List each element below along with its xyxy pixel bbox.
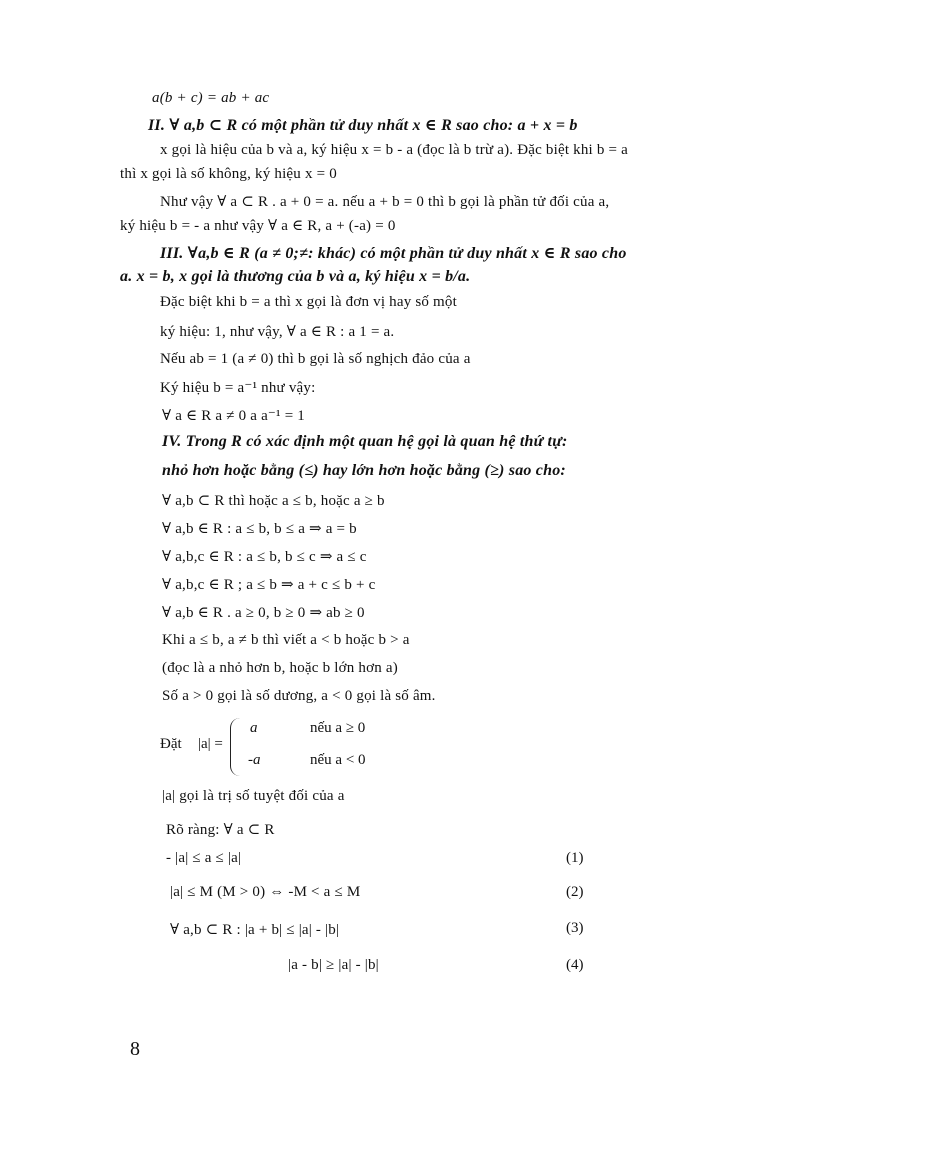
text-line: Số a > 0 gọi là số dương, a < 0 gọi là số âm. <box>162 688 436 704</box>
formula-line: ∀ a,b,c ∈ R : a ≤ b, b ≤ c ⇒ a ≤ c <box>162 549 367 565</box>
formula-line: ∀ a,b,c ∈ R ; a ≤ b ⇒ a + c ≤ b + c <box>162 577 376 593</box>
formula-line: |a - b| ≥ |a| - |b| <box>288 957 379 973</box>
text-line: (đọc là a nhỏ hơn b, hoặc b lớn hơn a) <box>162 660 398 676</box>
case-value: a <box>250 720 258 736</box>
text-line: ký hiệu b = - a như vậy ∀ a ∈ R, a + (-a) = 0 <box>120 218 396 234</box>
text-line: Ký hiệu b = a⁻¹ như vậy: <box>160 380 316 396</box>
formula-line: ∀ a,b ⊂ R thì hoặc a ≤ b, hoặc a ≥ b <box>162 493 385 509</box>
equation-number: (1) <box>566 850 584 866</box>
text-line: Rõ ràng: ∀ a ⊂ R <box>166 822 275 838</box>
text-line: thì x gọi là số không, ký hiệu x = 0 <box>120 166 337 182</box>
case-value: -a <box>248 752 261 768</box>
text-line: x gọi là hiệu của b và a, ký hiệu x = b - a (đọc là b trừ a). Đặc biệt khi b = a <box>160 142 628 158</box>
formula-line: ∀ a,b ∈ R : a ≤ b, b ≤ a ⇒ a = b <box>162 521 357 537</box>
axiom-iv-heading-cont: nhỏ hơn hoặc bằng (≤) hay lớn hơn hoặc bằng (≥) sao cho: <box>162 462 566 479</box>
formula-line: ∀ a,b ∈ R . a ≥ 0, b ≥ 0 ⇒ ab ≥ 0 <box>162 605 365 621</box>
case-condition: nếu a ≥ 0 <box>310 720 366 736</box>
axiom-iv-heading: IV. Trong R có xác định một quan hệ gọi là quan hệ thứ tự: <box>162 433 568 450</box>
formula-line: |a| ≤ M (M > 0) ⇔ -M < a ≤ M <box>170 884 361 900</box>
text-line: Nếu ab = 1 (a ≠ 0) thì b gọi là số nghịch đảo của a <box>160 351 471 367</box>
formula-line: ∀ a ∈ R a ≠ 0 a a⁻¹ = 1 <box>162 408 305 424</box>
formula-line: ∀ a,b ⊂ R : |a + b| ≤ |a| - |b| <box>170 922 340 938</box>
absolute-value-definition <box>160 718 460 778</box>
page-number: 8 <box>130 1038 140 1060</box>
equation-number: (4) <box>566 957 584 973</box>
formula-line: - |a| ≤ a ≤ |a| <box>166 850 242 866</box>
text-line: Như vậy ∀ a ⊂ R . a + 0 = a. nếu a + b = 0 thì b gọi là phần tử đối của a, <box>160 194 610 210</box>
distributive-law: a(b + c) = ab + ac <box>152 90 270 106</box>
brace-icon <box>230 718 243 776</box>
axiom-ii-heading: II. ∀ a,b ⊂ R có một phần tử duy nhất x ∈ R sao cho: a + x = b <box>148 117 578 134</box>
case-condition: nếu a < 0 <box>310 752 366 768</box>
equation-number: (3) <box>566 920 584 936</box>
absolute-value-symbol: |a| = <box>198 736 223 752</box>
definition-label: Đặt <box>160 736 182 752</box>
axiom-iii-heading: III. ∀a,b ∈ R (a ≠ 0;≠: khác) có một phần tử duy nhất x ∈ R sao cho <box>160 245 627 262</box>
text-line: Đặc biệt khi b = a thì x gọi là đơn vị hay số một <box>160 294 457 310</box>
text-line: |a| gọi là trị số tuyệt đối của a <box>162 788 345 804</box>
axiom-iii-heading-cont: a. x = b, x gọi là thương của b và a, ký hiệu x = b/a. <box>120 268 471 285</box>
text-line: Khi a ≤ b, a ≠ b thì viết a < b hoặc b > a <box>162 632 410 648</box>
equation-number: (2) <box>566 884 584 900</box>
text-line: ký hiệu: 1, như vậy, ∀ a ∈ R : a 1 = a. <box>160 324 395 340</box>
